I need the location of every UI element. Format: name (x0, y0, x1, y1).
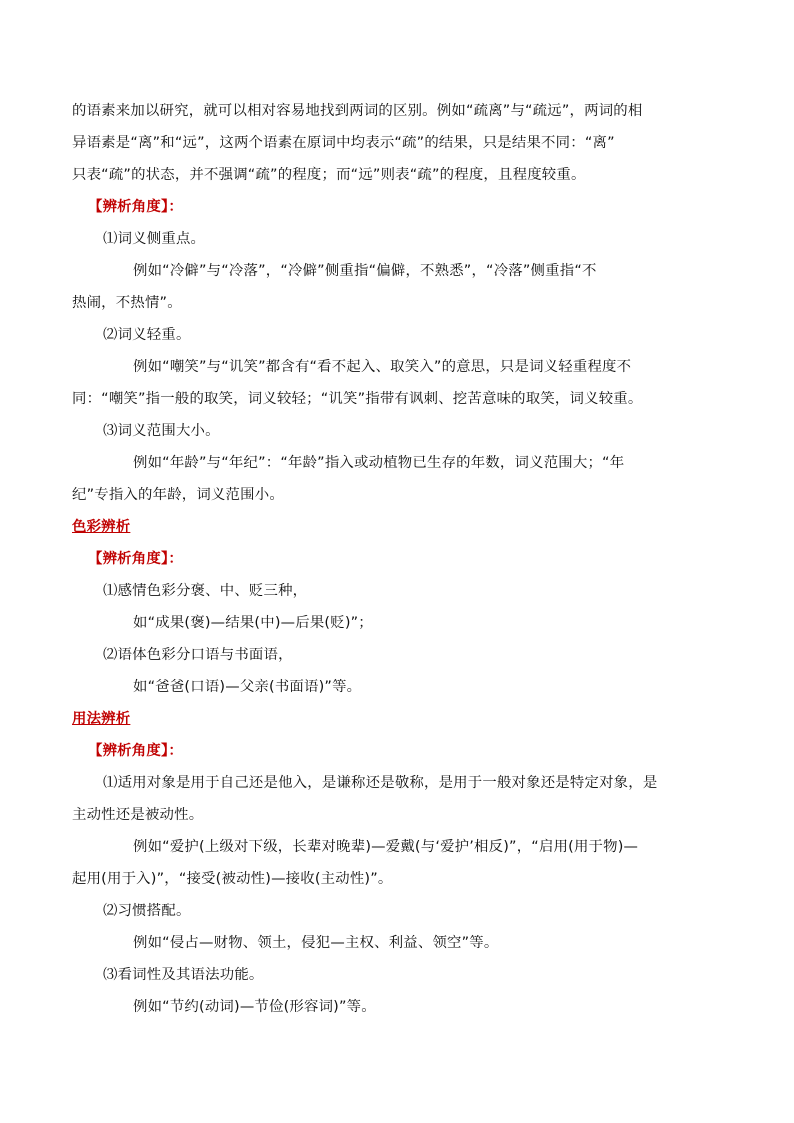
item-title-cont: 主动性还是被动性。 (72, 807, 204, 823)
item-title: ⑴词义侧重点。 (103, 231, 206, 247)
item-line: 例如“年龄”与“年纪”：“年龄”指入或动植物已生存的年数，词义范围大；“年 (133, 455, 625, 471)
item-title: ⑴感情色彩分褒、中、贬三种， (103, 583, 308, 599)
item-title: ⑵词义轻重。 (103, 327, 191, 343)
item-line: 例如“节约(动词)—节俭(形容词)”等。 (133, 999, 376, 1015)
item-line: 例如“冷僻”与“冷落”，“冷僻”侧重指“偏僻，不熟悉”，“冷落”侧重指“不 (133, 263, 597, 279)
item-line: 热闹，不热情”。 (72, 295, 182, 311)
angle-label: 【辨析角度】： (88, 743, 183, 759)
item-title: ⑴适用对象是用于自己还是他入，是谦称还是敬称，是用于一般对象还是特定对象，是 (103, 775, 658, 791)
item-line: 如“爸爸(口语)—父亲(书面语)”等。 (133, 679, 362, 695)
item-title: ⑶词义范围大小。 (103, 423, 220, 439)
item-title: ⑵习惯搭配。 (103, 903, 191, 919)
intro-line-1: 的语素来加以研究，就可以相对容易地找到两词的区别。例如“疏离”与“疏远”，两词的相 (72, 103, 643, 119)
intro-line-3: 只表“疏”的状态，并不强调“疏”的程度；而“远”则表“疏”的程度，且程度较重。 (72, 167, 586, 183)
item-line: 同：“嘲笑”指一般的取笑，词义较轻；“讥笑”指带有讽刺、挖苦意味的取笑，词义较重。 (72, 391, 643, 407)
item-title: ⑶看词性及其语法功能。 (103, 967, 264, 983)
item-line: 如“成果(褒)—结果(中)—后果(贬)”； (133, 615, 373, 631)
section-heading-usage: 用法辨析 (72, 711, 131, 727)
item-line: 纪”专指入的年龄，词义范围小。 (72, 487, 284, 503)
item-line: 起用(用于入)”，“接受(被动性)—接收(主动性)”。 (72, 871, 393, 887)
item-title: ⑵语体色彩分口语与书面语， (103, 647, 293, 663)
item-line: 例如“爱护(上级对下级，长辈对晚辈)—爱戴(与‘爱护’相反)”，“启用(用于物)— (133, 839, 639, 855)
item-line: 例如“侵占—财物、领土，侵犯—主权、利益、领空”等。 (133, 935, 499, 951)
item-line: 例如“嘲笑”与“讥笑”都含有“看不起入、取笑入”的意思，只是词义轻重程度不 (133, 359, 632, 375)
angle-label: 【辨析角度】： (88, 551, 183, 567)
section-heading-color: 色彩辨析 (72, 519, 131, 535)
intro-line-2: 异语素是“离”和“远”，这两个语素在原词中均表示“疏”的结果，只是结果不同：“离” (72, 135, 615, 151)
angle-label: 【辨析角度】： (88, 199, 183, 215)
